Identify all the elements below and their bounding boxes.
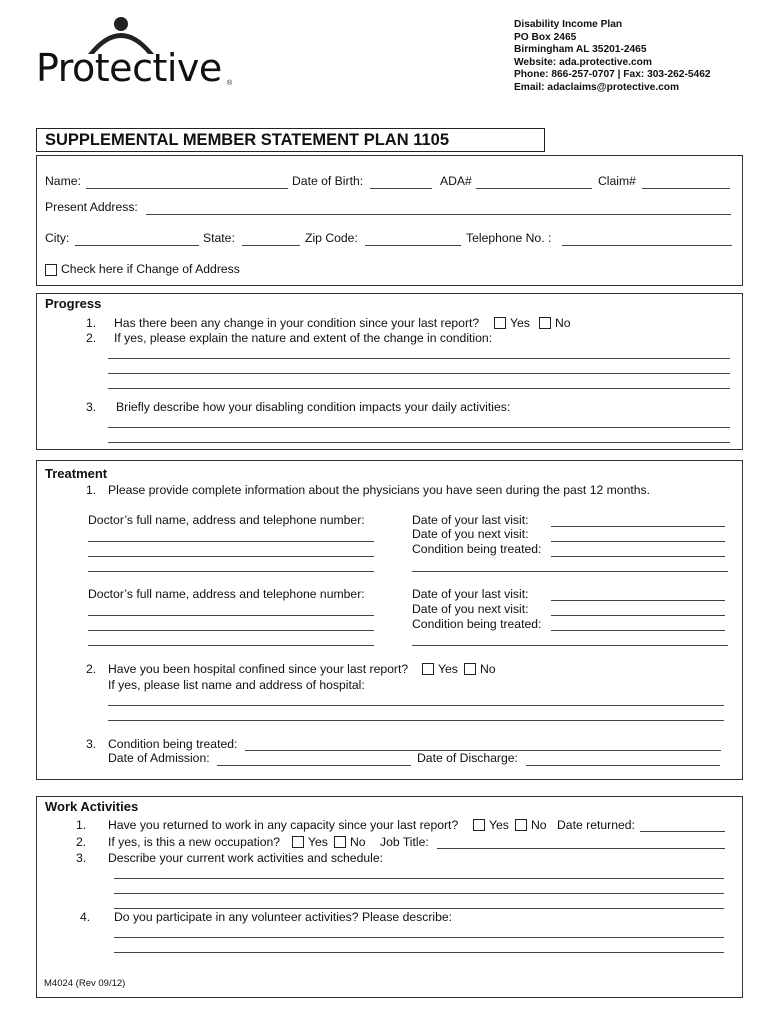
form-number: M4024 (Rev 09/12) bbox=[44, 978, 126, 989]
answer-line[interactable] bbox=[114, 878, 724, 879]
answer-line[interactable] bbox=[108, 427, 730, 428]
treatment-section bbox=[36, 460, 743, 780]
next-visit-label: Date of you next visit: bbox=[412, 527, 529, 541]
address-line: Website: ada.protective.com bbox=[514, 56, 652, 68]
change-of-address-label: Check here if Change of Address bbox=[61, 262, 240, 276]
no-label: No bbox=[350, 835, 366, 849]
list-number: 3. bbox=[86, 400, 97, 414]
name-label: Name: bbox=[45, 174, 81, 188]
admission-label: Date of Admission: bbox=[108, 751, 210, 765]
yes-label: Yes bbox=[489, 818, 509, 832]
job-title-field[interactable] bbox=[437, 848, 725, 849]
form-title: SUPPLEMENTAL MEMBER STATEMENT PLAN 1105 bbox=[45, 131, 449, 149]
date-returned-field[interactable] bbox=[640, 831, 725, 832]
next-visit-field[interactable] bbox=[551, 615, 725, 616]
work-yes-checkbox[interactable] bbox=[473, 819, 485, 831]
doctor-label: Doctor’s full name, address and telephone number: bbox=[88, 587, 365, 601]
list-number: 2. bbox=[86, 662, 97, 676]
condition-field[interactable] bbox=[551, 630, 725, 631]
address-line: Birmingham AL 35201-2465 bbox=[514, 44, 647, 56]
job-title-label: Job Title: bbox=[380, 835, 429, 849]
treatment-heading: Treatment bbox=[45, 466, 108, 481]
change-of-address-checkbox[interactable] bbox=[45, 264, 57, 276]
state-field[interactable] bbox=[242, 245, 300, 246]
address-line: PO Box 2465 bbox=[514, 31, 577, 43]
telephone-field[interactable] bbox=[562, 245, 732, 246]
progress-q1-label: Has there been any change in your condition since your last report? bbox=[114, 316, 480, 330]
last-visit-field[interactable] bbox=[551, 600, 725, 601]
no-label: No bbox=[555, 316, 571, 330]
city-field[interactable] bbox=[75, 245, 199, 246]
doctor-line[interactable] bbox=[88, 630, 374, 631]
work-q2-label: If yes, is this a new occupation? bbox=[108, 835, 281, 849]
progress-q3-label: Briefly describe how your disabling condition impacts your daily activities: bbox=[116, 400, 511, 414]
title-box bbox=[36, 128, 545, 152]
progress-no-checkbox[interactable] bbox=[539, 317, 551, 329]
ada-label: ADA# bbox=[440, 174, 472, 188]
no-label: No bbox=[531, 818, 547, 832]
list-number: 1. bbox=[86, 316, 97, 330]
name-field[interactable] bbox=[86, 188, 288, 189]
treatment-q2-label: Have you been hospital confined since your last report? bbox=[108, 662, 409, 676]
zip-label: Zip Code: bbox=[305, 231, 358, 245]
answer-line[interactable] bbox=[108, 388, 730, 389]
list-number: 2. bbox=[76, 835, 87, 849]
next-visit-label: Date of you next visit: bbox=[412, 602, 529, 616]
discharge-field[interactable] bbox=[526, 765, 720, 766]
answer-line[interactable] bbox=[114, 893, 724, 894]
new-occupation-yes-checkbox[interactable] bbox=[292, 836, 304, 848]
dob-label: Date of Birth: bbox=[292, 174, 364, 188]
address-line: Email: adaclaims@protective.com bbox=[514, 81, 680, 93]
no-label: No bbox=[480, 662, 496, 676]
work-q3-label: Describe your current work activities and schedule: bbox=[108, 851, 384, 865]
date-returned-label: Date returned: bbox=[557, 818, 635, 832]
address-line: Disability Income Plan bbox=[514, 19, 623, 30]
list-number: 1. bbox=[86, 483, 97, 497]
yes-label: Yes bbox=[308, 835, 328, 849]
yes-label: Yes bbox=[438, 662, 458, 676]
yes-label: Yes bbox=[510, 316, 530, 330]
hospital-no-checkbox[interactable] bbox=[464, 663, 476, 675]
work-q4-label: Do you participate in any volunteer activities? Please describe: bbox=[114, 910, 453, 924]
zip-field[interactable] bbox=[365, 245, 461, 246]
present-address-label: Present Address: bbox=[45, 200, 138, 214]
doctor-line[interactable] bbox=[88, 615, 374, 616]
condition-field[interactable] bbox=[412, 645, 728, 646]
admission-field[interactable] bbox=[217, 765, 411, 766]
work-q1-label: Have you returned to work in any capacity since your last report? bbox=[108, 818, 459, 832]
answer-line[interactable] bbox=[114, 908, 724, 909]
answer-line[interactable] bbox=[108, 442, 730, 443]
condition-field[interactable] bbox=[412, 571, 728, 572]
last-visit-label: Date of your last visit: bbox=[412, 513, 529, 527]
address-line: Phone: 866-257-0707 | Fax: 303-262-5462 bbox=[514, 69, 711, 81]
doctor-line[interactable] bbox=[88, 571, 374, 572]
work-no-checkbox[interactable] bbox=[515, 819, 527, 831]
progress-yes-checkbox[interactable] bbox=[494, 317, 506, 329]
city-label: City: bbox=[45, 231, 70, 245]
claim-field[interactable] bbox=[642, 188, 730, 189]
list-number: 2. bbox=[86, 331, 97, 345]
state-label: State: bbox=[203, 231, 235, 245]
treatment-q1-label: Please provide complete information about the physicians you have seen during the past 12 months. bbox=[108, 483, 650, 497]
condition-field[interactable] bbox=[551, 556, 725, 557]
logo-text: Protective bbox=[36, 46, 222, 90]
present-address-field[interactable] bbox=[146, 214, 731, 215]
condition-label: Condition being treated: bbox=[412, 617, 542, 631]
work-heading: Work Activities bbox=[45, 799, 139, 814]
hospital-yes-checkbox[interactable] bbox=[422, 663, 434, 675]
doctor-label: Doctor’s full name, address and telephone number: bbox=[88, 513, 365, 527]
treatment-q3-label: Condition being treated: bbox=[108, 737, 238, 751]
answer-line[interactable] bbox=[108, 358, 730, 359]
new-occupation-no-checkbox[interactable] bbox=[334, 836, 346, 848]
answer-line[interactable] bbox=[108, 705, 724, 706]
dob-field[interactable] bbox=[370, 188, 432, 189]
discharge-label: Date of Discharge: bbox=[417, 751, 518, 765]
list-number: 3. bbox=[76, 851, 87, 865]
company-address bbox=[514, 19, 711, 95]
last-visit-field[interactable] bbox=[551, 526, 725, 527]
list-number: 3. bbox=[86, 737, 97, 751]
registered-mark: ® bbox=[227, 80, 233, 87]
doctor-line[interactable] bbox=[88, 556, 374, 557]
doctor-line[interactable] bbox=[88, 541, 374, 542]
progress-q2-label: If yes, please explain the nature and extent of the change in condition: bbox=[114, 331, 493, 345]
telephone-label: Telephone No. : bbox=[466, 231, 552, 245]
treatment-q2b-label: If yes, please list name and address of hospital: bbox=[108, 678, 365, 692]
answer-line[interactable] bbox=[114, 937, 724, 938]
condition-label: Condition being treated: bbox=[412, 542, 542, 556]
answer-line[interactable] bbox=[108, 373, 730, 374]
answer-line[interactable] bbox=[108, 720, 724, 721]
progress-heading: Progress bbox=[45, 296, 102, 311]
list-number: 4. bbox=[80, 910, 91, 924]
ada-field[interactable] bbox=[476, 188, 592, 189]
claim-label: Claim# bbox=[598, 174, 636, 188]
list-number: 1. bbox=[76, 818, 87, 832]
answer-line[interactable] bbox=[114, 952, 724, 953]
next-visit-field[interactable] bbox=[551, 541, 725, 542]
doctor-line[interactable] bbox=[88, 645, 374, 646]
last-visit-label: Date of your last visit: bbox=[412, 587, 529, 601]
